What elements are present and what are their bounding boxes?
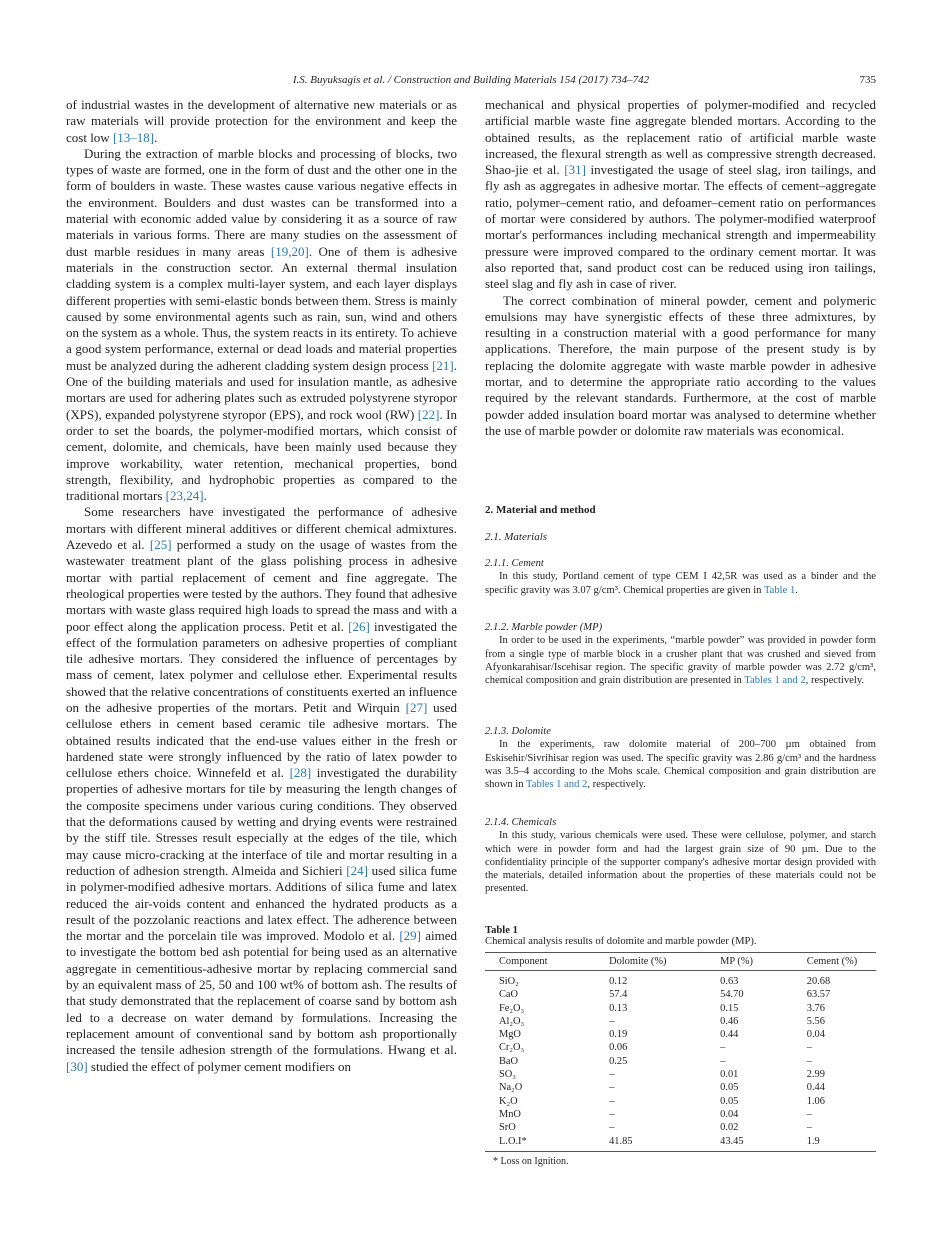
table-cell: MnO [499,1108,521,1120]
paragraph [485,97,876,293]
subsection-chemicals [485,816,876,896]
table-cell: – [609,1015,615,1027]
subsection-cement [485,557,876,597]
table-cell: – [609,1095,615,1107]
page-number: 735 [859,74,876,86]
table-cell: – [806,1108,812,1120]
paragraph [485,570,876,597]
table-row [485,1055,876,1068]
citation-link[interactable]: [27] [405,699,428,715]
table-cell: 0.44 [806,1082,825,1094]
table-cell: 5.56 [806,1015,825,1027]
table-cell: 57.4 [609,989,628,1001]
text-run: aimed to investigate the bottom bed ash potential for being used as an alternative aggregate in cementitious-adhesive mortar by replacing commercial sand by an equivalent mass of 25, 50 and 100 wt% of bottom ash. The results of that study demonstrated that the replacement of coarse sand by bottom ash led to a decrease on water demand by formulations. Increasing the replacement amount of conventional sand by bottom ash proportionally increased the tensile adhesion strength of the formulations. Hwang et al. [66,928,457,1058]
text-run: mechanical and physical properties of polymer-modified and recycled artificial marble waste fine aggregate blended mortars. According to the obtained results, as the replacement ratio of artificial marble waste increased, the flexural strength as well as compressive strength decreased. Shao-jie et al. [485,97,876,178]
text-run: . One of the building materials and used for insulation mantle, as adhesive mortars are used for adhering plates such as extruded polystyrene styropor (XPS), expanded polystyrene styropor (EPS), and rock wool (RW) [66,357,457,422]
table-cell: 0.12 [609,976,628,987]
table-label: Table 1 [485,925,518,936]
table-cell: CaO [499,989,519,1001]
table-cell: 1.06 [806,1095,825,1107]
paragraph [485,738,876,791]
right-column [485,97,876,439]
text-run: In the experiments, raw dolomite material of 200–700 µm obtained from Eskisehir/Sivrihisar region was used. The specific gravity was 2.86 g/cm³ and the hardness was 3.5–4 according to the Mohs scale. Chemical composition and grain distribution are shown in [485,739,876,791]
table-cell: – [609,1108,615,1120]
text-run: investigated the durability properties of adhesive mortars for tile by measuring the length changes of the composite specimens under various curing conditions. They observed that the deformations caused by wetting and drying events were restrained by the stiff tile. Stresses result especially at the edges of the tile, which may cause micro-cracking at the interface of tile and mortar resulting in a reduction of adhesion strength. Almeida and Sichieri [66,765,457,878]
table-cell: BaO [499,1055,519,1067]
citation-link[interactable]: [23,24] [165,488,204,504]
table-cell: 0.02 [720,1122,739,1134]
subsection-title: 2.1.4. Chemicals [485,817,557,828]
text-run: Some researchers have investigated the performance of adhesive mortars with different mineral additives or different chemical admixtures. Azevedo et al. [66,504,457,553]
text-run: In this study, Portland cement of type CEM I 42,5R was used as a binder and the specific gravity was 3.07 g/cm³. Chemical properties are given in [485,571,876,596]
table-row [485,1121,876,1134]
left-column [66,97,457,1075]
table-cell: 0.15 [720,1002,739,1014]
table-1 [485,925,876,1167]
text-run: studied the effect of polymer cement modifiers on [87,1058,351,1074]
table-cell: 0.63 [720,976,739,987]
table-row [485,988,876,1001]
column-header: Dolomite (%) [595,953,706,971]
table-row [485,1002,876,1015]
text-run: . [795,584,798,596]
table-caption: Chemical analysis results of dolomite and marble powder (MP). [485,936,757,947]
citation-link[interactable]: [19,20] [270,243,309,259]
table-cell: 0.05 [720,1095,739,1107]
text-run: . [154,129,158,145]
text-run: . [203,488,207,504]
text-run: In order to be used in the experiments, “marble powder” was provided in powder form from a single type of marble block in a crusher plant that was crushed and sieved from Afyonkarahisar/Iscehisar region. The specific gravity of marble powder was 2.72 g/cm³, chemical composition and grain distribution are presented in [485,635,876,687]
table-cell: 0.05 [720,1082,739,1094]
subsection-marble-powder [485,621,876,687]
table-row [485,1068,876,1081]
table-cell: 0.46 [720,1015,739,1027]
table-row [485,1028,876,1041]
citation-link[interactable]: Table 1 [763,584,796,596]
chemical-analysis-table [485,952,876,1152]
citation-link[interactable]: [24] [346,862,368,878]
text-run: The correct combination of mineral powder, cement and polymeric emulsions may have synergistic effects of these three admixtures, by resulting in a construction material with a good performance for many applications. Therefore, the main purpose of the present study is by replacing the dolomite aggregate with waste marble powder in adhesive mortar, and to determine the appropriate ratio according to the values required by the relevant standards. Furthermore, at the cost of marble powder added insulation board mortar was analysed to determine whether the use of marble powder or dolomite raw materials was economical. [485,292,876,438]
citation-link[interactable]: [29] [399,928,421,944]
column-header: MP (%) [706,953,793,971]
table-footnote: * Loss on Ignition. [493,1155,569,1167]
table-cell: SrO [499,1122,516,1134]
table-cell: Na₂O [499,1082,523,1094]
table-cell: – [609,1069,615,1081]
column-header: Cement (%) [793,953,876,971]
table-cell: L.O.I* [485,1135,595,1152]
table-cell: 0.04 [720,1108,739,1120]
table-cell: – [806,1122,812,1134]
table-cell: 0.06 [609,1042,628,1054]
citation-link[interactable]: Tables 1 and 2 [526,779,588,791]
paragraph [485,829,876,895]
table-cell: 0.44 [720,1029,739,1041]
table-cell: 54.70 [720,989,744,1001]
table-cell: – [609,1082,615,1094]
citation-link[interactable]: [31] [564,162,586,178]
text-run: used cellulose ethers in cement based ceramic tile adhesive mortars. The obtained results indicated that the end-use values either in the fresh or hardened state were strongly influenced by the ratio of latex powder to cellulose ethers choice. Winnefeld et al. [66,699,457,781]
table-cell: 1.9 [793,1135,876,1152]
table-row [485,1081,876,1094]
table-cell: 3.76 [806,1002,825,1014]
text-run: , respectively. [805,675,865,687]
subsection-title: 2.1.2. Marble powder (MP) [485,622,603,633]
table-cell: – [720,1042,726,1054]
table-cell: 43.45 [706,1135,793,1152]
table-cell: 0.25 [609,1055,628,1067]
paragraph [66,504,457,1074]
text-run: of industrial wastes in the development of alternative new materials or as raw materials will provide protection for the environment and keep the cost low [66,97,457,145]
table-row [485,1095,876,1108]
table-cell: 41.85 [595,1135,706,1152]
running-header: I.S. Buyuksagis et al. / Construction and Building Materials 154 (2017) 734–742 [292,74,650,86]
subsection-title: 2.1.3. Dolomite [485,726,551,737]
table-cell: 0.01 [720,1069,739,1081]
table-cell: SO₃ [499,1069,516,1081]
table-row [485,1135,876,1152]
table-cell: – [806,1042,812,1054]
paragraph [66,146,457,505]
column-header: Component [485,953,595,971]
text-run: , respectively. [587,779,646,791]
text-run: investigated the effect of the formulation parameters on adhesive properties of compliant tile adhesive mortars. They considered the influence of percentages by mass of cement, latex polymer and cellulose ether. Experimental results showed that the relative concentrations of constituents exerted an influence on the adhesive properties of the mortars. Petit and Wirquin [66,618,457,715]
table-cell: K₂O [499,1095,518,1107]
section-heading: 2. Material and method [485,504,596,516]
table-row [485,1041,876,1054]
text-run: investigated the usage of steel slag, iron tailings, and fly ash as aggregates in adhesive mortar. The effects of cement–aggregate ratio, polymer–cement ratio, and defoamer–cement ratio on performances of mortar were considered by authors. The polymer-modified waterproof mortar's performances including mechanical strength and impermeability pressure were improved compared to the ordinary cement mortar. It was also reported that, sand product cost can be reduced using iron tailings, steel slag and fly ash in case of river. [485,162,876,292]
text-run: used silica fume in polymer-modified adhesive mortars. Additions of silica fume and latex reduced the air-voids content and enhanced the hydrated products as a result of the pozzolanic reactions and latex effect. The adherence between the mortar and the porcelain tile was improved. Modolo et al. [66,862,457,944]
citation-link[interactable]: [13–18] [112,129,155,145]
paragraph [485,634,876,687]
table-cell: Fe₂O₃ [499,1002,525,1014]
table-row [485,1108,876,1121]
table-cell: 20.68 [806,976,831,987]
table-cell: – [806,1055,812,1067]
citation-link[interactable]: [28] [289,765,312,781]
table-cell: 2.99 [806,1069,825,1081]
citation-link[interactable]: [30] [66,1058,88,1074]
table-cell: 0.13 [609,1002,628,1014]
table-cell: MgO [499,1029,521,1041]
table-cell: Cr₂O₃ [499,1042,525,1054]
citation-link[interactable]: Tables 1 and 2 [744,675,806,687]
table-cell: 0.19 [609,1029,628,1041]
citation-link[interactable]: [21] [432,357,454,373]
subsection-dolomite [485,725,876,791]
table-cell: 63.57 [806,989,831,1001]
citation-link[interactable]: [22] [417,406,440,422]
table-cell: 0.04 [806,1029,825,1041]
table-row [485,971,876,989]
table-cell: – [720,1055,726,1067]
text-run: performed a study on the usage of wastes from the wastewater treatment plant of the glass polishing process in adhesive mortar with partial replacement of cement and fine aggregate. The rheological properties were tested by the authors. They found that adhesive mortars with waste glass required high loads to spread the mass and with a poor effect along the application process. Petit et al. [66,537,457,634]
table-cell: – [609,1122,615,1134]
citation-link[interactable]: [25] [149,537,172,553]
text-run: During the extraction of marble blocks and processing of blocks, two types of waste are formed, one in the form of dust and the other one in the form of boulders in waste. These wastes cause various negative effects in the environment. Boulders and dust wastes can be transformed into a material with economic added value by considering it as a source of raw materials in various forms. There are many studies on the assessment of dust marble residues in many areas [66,145,457,259]
text-run: . One of them is adhesive materials in the construction sector. An external thermal insulation cladding system is a complex multi-layer system, and each layer displays different properties with semi-elastic bonds between them. Stress is mainly caused by some environmental agents such as rain, sun, wind and others on the system as a whole. Thus, the system reacts in its entirety. To achieve a good system performance, external or dead loads and material properties must be analyzed during the adherent cladding system design process [66,243,457,373]
text-run: . In order to set the boards, the polymer-modified mortars, which consist of cement, dolomite, and chemicals, have been mainly used because they improve workability, water retention, mechanical properties, bond strength, flexibility, and hydrophobic properties as compared to the traditional mortars [66,406,457,504]
paragraph [66,97,457,146]
table-cell: SiO₂ [499,976,519,987]
subsection-heading: 2.1. Materials [485,531,548,543]
table-row [485,1015,876,1028]
text-run: In this study, various chemicals were used. These were cellulose, polymer, and starch which were in powder form and had the largest grain size of 90 µm. Due to the confidentiality principle of the supporter company's adhesive mortar design provided with the materials, detailed information about the properties of these materials could not be presented. [485,830,876,895]
paragraph [485,293,876,440]
citation-link[interactable]: [26] [348,618,370,634]
subsection-title: 2.1.1. Cement [485,558,544,569]
table-cell: Al₂O₃ [499,1015,525,1027]
